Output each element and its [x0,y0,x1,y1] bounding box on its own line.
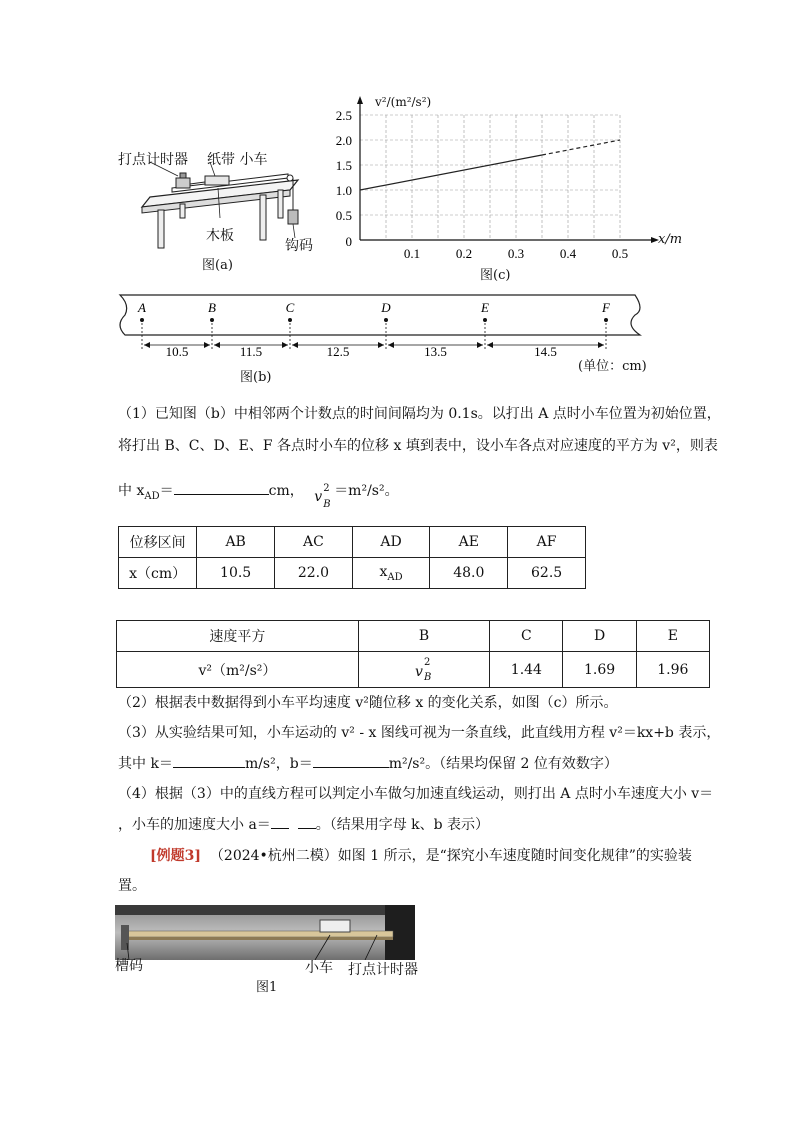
example-line2: 置。 [118,878,146,894]
table2-row-label: v²（m²/s²） [117,652,359,688]
tape-segment-label: 14.5 [534,344,557,359]
q1-vb-v: v [314,489,323,505]
y-tick-label: 0.5 [335,208,352,223]
q3-tail: m²/s²。（结果均保留 2 位有效数字） [388,756,618,772]
answer-blank-a-1[interactable] [271,814,289,829]
table-velocity-squared [116,620,710,688]
caption-fig-b: 图(b) [240,370,272,385]
x-tick-label: 0.2 [455,246,473,261]
q4-line1: （4）根据（3）中的直线方程可以判定小车做匀加速直线运动，则打出 A 点时小车速度大小 v＝ [118,786,714,802]
q1-line2: 将打出 B、C、D、E、F 各点时小车的位移 x 填到表中，设小车各点对应速度的平方为 v²，则表 [118,438,718,454]
q3-line1: （3）从实验结果可知，小车运动的 v² - x 图线可视为一条直线，此直线用方程 v²＝kx+b 表示， [118,725,721,741]
tape-dot [140,318,144,322]
answer-blank-xad[interactable] [174,480,269,495]
table1-value-cell: 10.5 [197,558,275,589]
table1-header-row [119,527,586,558]
tape-arrow-right [282,342,288,348]
tape-arrow-left [144,342,150,348]
figure-1-photo [115,905,415,960]
tape-arrow-right [204,342,210,348]
paper-tape [110,290,650,390]
table2-value-row [117,652,710,688]
tape-segment-label: 11.5 [239,344,263,359]
table2-header-cell: C [490,621,563,652]
table1-header-cell: AF [508,527,586,558]
q1-line3 [118,480,399,510]
q1-vb-symbol [308,481,334,510]
figure-b [110,290,650,390]
x-axis-label: x/m [658,232,683,247]
table2-header-cell: 速度平方 [117,621,359,652]
table1-header-cell: AE [430,527,508,558]
v2-x-chart [330,90,700,290]
tape-dot [384,318,388,322]
tape-arrow-left [388,342,394,348]
table1-header-cell: AC [275,527,353,558]
tape-point-label: A [138,300,146,315]
x-tick-label: 0.4 [559,246,577,261]
table1-value-cell: 22.0 [275,558,353,589]
series-line-solid [360,155,542,190]
q4-tail: 。（结果用字母 k、b 表示） [315,817,490,833]
figure-c [330,90,700,290]
photo-label-timer: 打点计时器 [348,962,418,978]
y-tick-label: 1.0 [335,183,352,198]
table1-value-row [119,558,586,589]
tape-dot [288,318,292,322]
table1-header-cell: AB [197,527,275,558]
table2-value-cell: 1.44 [490,652,563,688]
tape-point-label: E [481,300,489,315]
table2-vb-v: v [415,663,423,680]
q2-text: （2）根据表中数据得到小车平均速度 v²随位移 x 的变化关系，如图（c）所示。 [118,695,618,711]
tape-dot [604,318,608,322]
tape-point-label: B [208,300,216,315]
tape-arrow-right [598,342,604,348]
tape-segment-label: 10.5 [165,344,189,359]
q4-a-label: ，小车的加速度大小 a＝ [118,817,271,833]
tape-point-label: F [602,300,610,315]
answer-blank-k[interactable] [173,753,245,768]
example-text1: （2024•杭州二模）如图 1 所示，是“探究小车速度随时间变化规律”的实验装 [209,848,692,864]
label-timer: 打点计时器 [118,152,188,168]
tape-segment-label: 12.5 [326,344,350,359]
table1-value-cell: 48.0 [430,558,508,589]
table1-xad-sub: AD [387,571,403,583]
table2-vb-symbol [413,657,435,683]
q1-vb-sub: B [323,499,331,510]
table2-vb-sub: B [424,671,432,683]
tape-arrow-left [214,342,220,348]
y-tick-label: 2.5 [335,108,352,123]
q3-b-label: m/s²，b＝ [244,756,313,772]
example-tag: [例题3] [150,848,201,864]
q1-line1: （1）已知图（b）中相邻两个计数点的时间间隔均为 0.1s。以打出 A 点时小车位置为初始位置， [118,406,721,422]
y-tick-label: 2.0 [335,133,352,148]
tape-point-label: C [285,300,295,315]
q1-x-sub: AD [144,490,160,502]
tape-segment-label: 13.5 [424,344,447,359]
answer-blank-a-2[interactable] [298,814,316,829]
caption-fig-c: 图(c) [480,268,511,283]
table-displacement [118,526,586,589]
example-line1 [150,846,692,866]
table2-value-cell: 1.69 [563,652,636,688]
caption-fig-1: 图1 [256,980,278,995]
table2-value-cell-vb[interactable] [358,652,489,688]
table1-header-cell: AD [352,527,430,558]
q3-k-label: 其中 k＝ [118,756,173,772]
table1-row-label: x（cm） [119,558,197,589]
q1-eq: ＝ [159,483,174,499]
y-tick-label: 0 [345,234,352,249]
y-axis-arrow [357,96,363,104]
caption-fig-a: 图(a) [202,258,233,273]
tape-point-label: D [381,300,391,315]
q3-line2 [118,753,618,774]
tape-arrow-right [378,342,384,348]
table2-header-cell: D [563,621,636,652]
tape-dot [483,318,487,322]
y-tick-label: 1.5 [335,158,352,173]
series-line-dashed [542,140,620,155]
table2-header-cell: E [636,621,709,652]
table1-xad-x: x [379,563,388,580]
tape-dot [210,318,214,322]
x-tick-label: 0.1 [403,246,421,261]
table2-header-cell: B [358,621,489,652]
q1-vb-sup: 2 [323,483,330,494]
track-photo [115,905,415,960]
answer-blank-b[interactable] [313,753,389,768]
tape-arrow-left [292,342,298,348]
photo-label-cart: 小车 [305,960,333,976]
tape-unit: (单位：cm) [578,359,647,374]
q1-end: ＝m²/s²。 [334,483,399,499]
table1-value-cell-xad[interactable] [352,558,430,589]
table1-header-cell: 位移区间 [119,527,197,558]
x-tick-label: 0.5 [611,246,629,261]
x-tick-label: 0.3 [507,246,525,261]
label-hook: 钩码 [285,238,313,254]
y-axis-label: v²/(m²/s²) [375,95,432,109]
table2-vb-sup: 2 [424,656,431,668]
table2-header-row [117,621,710,652]
q1-unit: cm， [268,483,304,499]
label-board: 木板 [206,228,234,244]
label-tape-cart: 纸带 小车 [207,152,268,168]
table1-value-cell: 62.5 [508,558,586,589]
tape-arrow-left [487,342,493,348]
tape-arrow-right [477,342,483,348]
q4-line2 [118,814,489,835]
photo-label-weight: 槽码 [115,958,143,974]
q1-x-label: 中 x [118,483,145,499]
table2-value-cell: 1.96 [636,652,709,688]
